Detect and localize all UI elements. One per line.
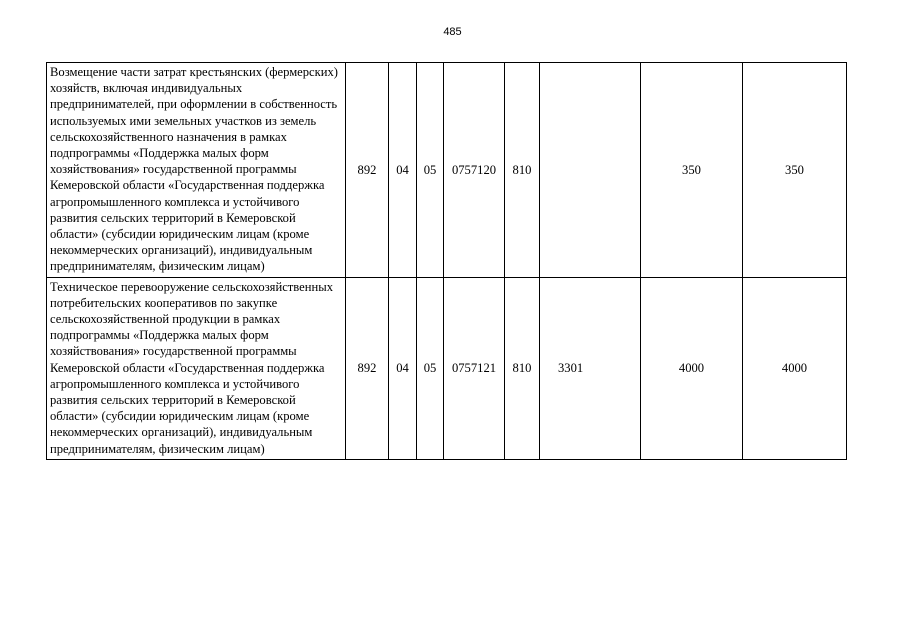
amount-2: 350 — [641, 63, 743, 278]
amount-3: 350 — [743, 63, 847, 278]
amount-2: 4000 — [641, 277, 743, 459]
subsection-code: 05 — [417, 277, 444, 459]
row-description: Возмещение части затрат крестьянских (фермерских) хозяйств, включая индивидуальных предпринимателей, при оформлении в собственность используемых ими земельных участков из земель сельскохозяйственного назначения в рамках подпрограммы «Поддержка малых форм хозяйствования» государственной программы Кемеровской области «Государственная поддержка агропромышленного комплекса и устойчивого развития сельских территорий в Кемеровской области» (субсидии юридическим лицам (кроме некоммерческих организаций), индивидуальным предпринимателям, физическим лицам) — [47, 63, 346, 278]
table-row — [47, 63, 847, 278]
section-code: 04 — [389, 277, 417, 459]
expense-type-code: 810 — [505, 63, 540, 278]
section-code: 04 — [389, 63, 417, 278]
subsection-code: 05 — [417, 63, 444, 278]
target-article-code: 0757121 — [444, 277, 505, 459]
amount-1: 3301 — [540, 277, 641, 459]
ministry-code: 892 — [346, 277, 389, 459]
amount-3: 4000 — [743, 277, 847, 459]
target-article-code: 0757120 — [444, 63, 505, 278]
amount-1 — [540, 63, 641, 278]
ministry-code: 892 — [346, 63, 389, 278]
table-row — [47, 277, 847, 459]
page-number: 485 — [443, 26, 462, 38]
budget-table — [46, 62, 847, 460]
row-description: Техническое перевооружение сельскохозяйственных потребительских кооперативов по закупке сельскохозяйственной продукции в рамках подпрограммы «Поддержка малых форм хозяйствования» государственной программы Кемеровской области «Государственная поддержка агропромышленного комплекса и устойчивого развития сельских территорий в Кемеровской области» (субсидии юридическим лицам (кроме некоммерческих организаций), индивидуальным предпринимателям, физическим лицам) — [47, 277, 346, 459]
expense-type-code: 810 — [505, 277, 540, 459]
